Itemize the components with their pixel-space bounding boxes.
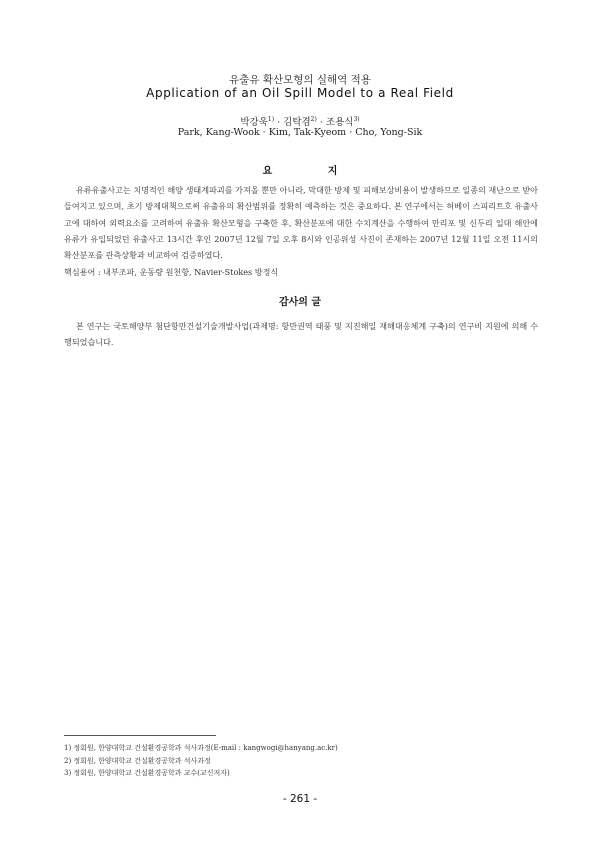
footnote-divider [64, 735, 216, 736]
author-footnote-mark: 3) [353, 115, 360, 123]
authors-english: Park, Kang-Wook · Kim, Tak-Kyeom · Cho, Yong-Sik [177, 127, 423, 138]
page-number: - 261 - [282, 793, 318, 805]
title-english: Application of an Oil Spill Model to a Real Field [146, 86, 454, 100]
keywords: 핵심용어 : 내부조파, 운동량 원천항, Navier-Stokes 방정식 [64, 267, 279, 277]
title-korean: 유출유 확산모형의 실해역 적용 [229, 74, 371, 86]
author-separator: · [316, 117, 326, 128]
footnote-item: 1) 정회원, 한양대학교 건설환경공학과 석사과정(E-mail : kangwogi@hanyang.ac.kr) [64, 744, 338, 752]
footnote-item: 3) 정회원, 한양대학교 건설환경공학과 교수(교신저자) [64, 769, 230, 777]
abstract-heading: 요 지 [262, 166, 364, 177]
author-name: 박강욱 [240, 117, 268, 128]
author-footnote-mark: 2) [310, 115, 317, 123]
author-footnote-mark: 1) [267, 115, 275, 123]
footnotes [64, 742, 538, 780]
author-name: 조용식 [325, 117, 354, 128]
author-name: 김탁겸 [283, 117, 311, 128]
acknowledgement-body: 본 연구는 국토해양부 첨단항만건설기술개발사업(과제명: 항만권역 태풍 및 지진해일 재해대응체계 구축)의 연구비 지원에 의해 수행되었습니다. [64, 321, 538, 348]
acknowledgement-heading: 감사의 글 [278, 297, 322, 308]
abstract-body: 유류유출사고는 치명적인 해양 생태계파괴를 가져올 뿐만 아니라, 막대한 방제 및 피해보상비용이 발생하므로 일종의 재난으로 받아들여지고 있으며, 초기 방제대책으로써 유출유의 확산범위를 정확히 예측하는 것은 중요하다. 본 연구에서는 허베이 스피리트호 유출사고에 대하여 외력요소를 고려하여 유출유 확산모형을 구축한 후, 확산분포에 대한 수치계산을 수행하여 만리포 및 신두리 일대 해안에 유류가 유입되었던 유출사고 13시간 후인 2007년 12월 7일 오후 8시와 인공위성 사진이 존재하는 2007년 12월 11일 오전 11시의 확산분포를 관측상황과 비교하여 검증하였다. [64, 185, 538, 261]
footnote-item: 2) 정회원, 한양대학교 건설환경공학과 석사과정 [64, 756, 211, 765]
authors-korean [0, 114, 600, 128]
author-separator: · [274, 117, 284, 128]
